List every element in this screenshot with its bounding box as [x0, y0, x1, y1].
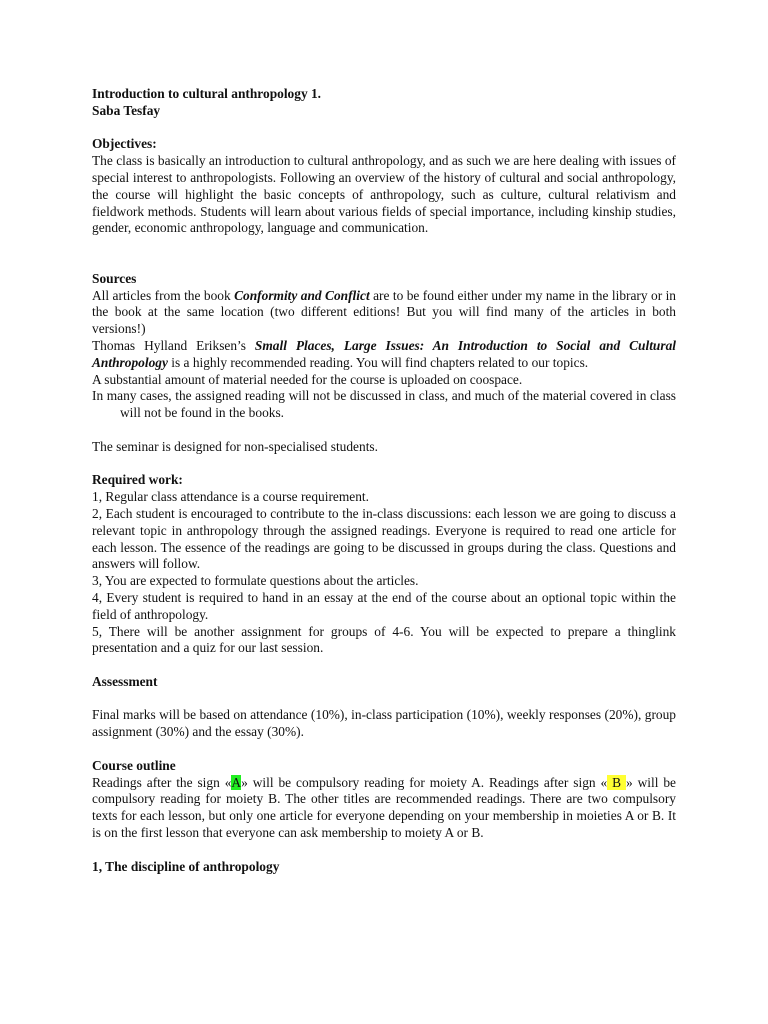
required-work-item: 3, You are expected to formulate questions about the articles.: [92, 573, 419, 589]
author-name: Saba Tesfay: [92, 102, 161, 118]
section-heading: 1, The discipline of anthropology: [92, 858, 280, 874]
required-work-item: 4, Every student is required to hand in an essay at the end of the course about an optional topic within the field of anthropology.: [92, 589, 676, 622]
assessment-heading: Assessment: [92, 673, 158, 689]
sources-paragraph-4: In many cases, the assigned reading will not be discussed in class, and much of the material covered in class will not be found in the books.: [92, 388, 676, 421]
course-outline-text: Readings after the sign «A» will be compulsory reading for moiety A. Readings after sign « B » will be compulsory reading for moiety B. The other titles are recommended readings. There are two compulsory texts for each lesson, but only one article for everyone depending on your membership in moieties A or B. It is on the first lesson that everyone can ask membership to moiety A or B.: [92, 774, 676, 841]
assessment-text: Final marks will be based on attendance (10%), in-class participation (10%), weekly responses (20%), group assignment (30%) and the essay (30%).: [92, 707, 676, 740]
moiety-a-sign: A: [231, 774, 242, 790]
moiety-b-sign: B: [607, 774, 626, 790]
book-title-conformity: Conformity and Conflict: [234, 287, 370, 303]
sources-paragraph-2: Thomas Hylland Eriksen’s Small Places, Large Issues: An Introduction to Social and Cultural Anthropology is a highly recommended reading. You will find chapters related to our topics.: [92, 337, 676, 370]
document-page: [92, 86, 676, 875]
sources-paragraph-3: A substantial amount of material needed for the course is uploaded on coospace.: [92, 371, 523, 387]
document-title: Introduction to cultural anthropology 1.: [92, 86, 322, 101]
objectives-heading: Objectives:: [92, 136, 157, 152]
seminar-note: The seminar is designed for non-specialised students.: [92, 438, 378, 454]
book-title-small-places: Small Places, Large Issues: An Introduction to Social and Cultural Anthropology: [92, 337, 676, 370]
objectives-text: The class is basically an introduction to cultural anthropology, and as such we are here dealing with issues of special interest to anthropologists. Following an overview of the history of cultural and social anthropology, the course will highlight the basic concepts of anthropology, such as culture, cultural relativism and fieldwork methods. Students will learn about various fields of special importance, including kinship studies, gender, economic anthropology, language and communication.: [92, 153, 676, 236]
required-work-item: 5, There will be another assignment for groups of 4-6. You will be expected to prepare a thinglink presentation and a quiz for our last session.: [92, 623, 676, 656]
sources-heading: Sources: [92, 270, 137, 286]
required-work-item: 1, Regular class attendance is a course requirement.: [92, 489, 369, 505]
sources-paragraph-1: All articles from the book Conformity and Conflict are to be found either under my name in the library or in the book at the same location (two different editions! But you will find many of the articles in both versions!): [92, 287, 676, 337]
required-work-heading: Required work:: [92, 472, 183, 488]
required-work-item: 2, Each student is encouraged to contribute to the in-class discussions: each lesson we are going to discuss a relevant topic in anthropology through the assigned readings. Everyone is required to read one article for each lesson. The essence of the readings are going to be discussed in groups during the class. Questions and answers will follow.: [92, 505, 676, 572]
course-outline-heading: Course outline: [92, 757, 176, 773]
